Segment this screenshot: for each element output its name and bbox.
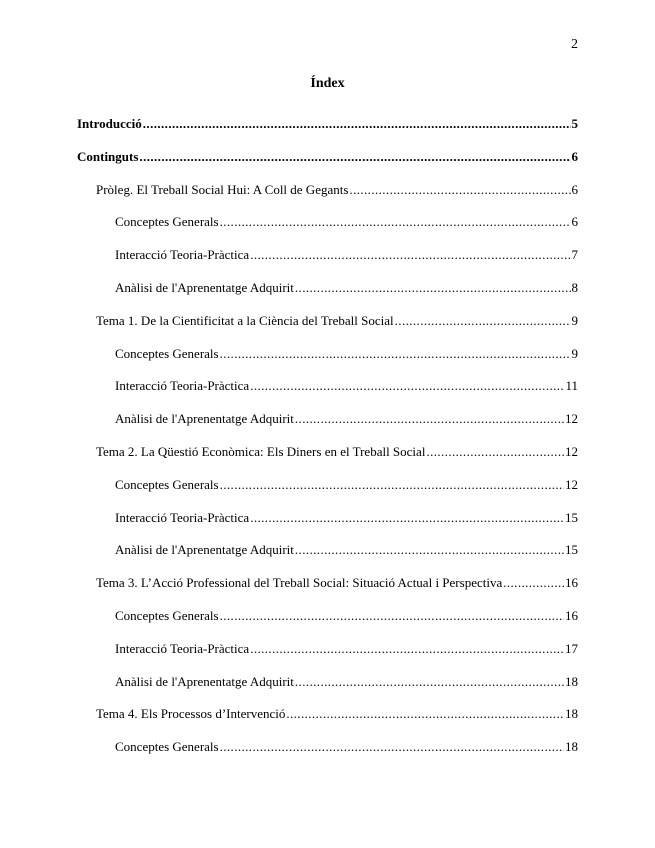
toc-entry[interactable] [77, 206, 578, 239]
page-title: Índex [310, 76, 345, 91]
toc-dot-leader [220, 600, 564, 633]
toc-dot-leader [395, 305, 571, 338]
toc-entry-page: 6 [571, 181, 578, 197]
toc-entry-label: Conceptes Generals [115, 345, 219, 361]
toc-entry[interactable] [77, 469, 578, 502]
toc-entry[interactable] [77, 403, 578, 436]
toc-entry[interactable] [77, 698, 578, 731]
toc-entry-page: 6 [571, 214, 578, 230]
toc-entry-page: 7 [571, 247, 578, 263]
toc-entry-label: Interacció Teoria-Pràctica [115, 378, 250, 394]
toc-dot-leader [220, 469, 564, 502]
toc-entry[interactable] [77, 174, 578, 207]
toc-entry-page: 8 [571, 279, 578, 295]
toc-entry-label: Conceptes Generals [115, 739, 219, 755]
toc-entry-label: Conceptes Generals [115, 607, 219, 623]
toc-entry-label: Introducció [77, 116, 142, 131]
toc-entry-page: 18 [565, 706, 578, 722]
toc-entry-page: 12 [565, 476, 578, 492]
toc-entry-label: Conceptes Generals [115, 476, 219, 492]
toc-dot-leader [250, 502, 564, 535]
toc-entry[interactable] [77, 338, 578, 371]
toc-entry[interactable] [77, 141, 578, 174]
page-number: 2 [571, 37, 578, 52]
toc-dot-leader [295, 403, 564, 436]
toc-dot-leader [426, 436, 564, 469]
toc-entry-page: 12 [565, 443, 578, 459]
toc-entry-label: Interacció Teoria-Pràctica [115, 509, 250, 525]
toc-dot-leader [286, 698, 564, 731]
toc-dot-leader [295, 272, 571, 305]
toc-entry-page: 18 [565, 673, 578, 689]
toc-dot-leader [503, 567, 564, 600]
toc-entry-page: 9 [571, 312, 578, 328]
toc-entry-label: Continguts [77, 148, 139, 164]
toc-entry[interactable] [77, 567, 578, 600]
toc-dot-leader [143, 108, 571, 141]
toc-entry[interactable] [77, 305, 578, 338]
toc-entry-page: 15 [565, 542, 578, 558]
toc-entry-label: Tema 1. De la Cientificitat a la Ciència del Treball Social [96, 312, 394, 328]
toc-dot-leader [295, 534, 564, 567]
toc-entry-page: 16 [565, 575, 578, 591]
toc-entry[interactable] [77, 239, 578, 272]
toc-dot-leader [250, 239, 570, 272]
toc-entry[interactable] [77, 370, 578, 403]
toc-entry-page: 17 [565, 640, 578, 656]
toc-entry-page: 16 [565, 607, 578, 623]
toc-entry-page: 6 [571, 148, 578, 164]
toc-entry-label: Tema 4. Els Processos d’Intervenció [96, 706, 286, 722]
toc-entry-page: 11 [565, 378, 578, 394]
toc-entry-label: Tema 3. L’Acció Professional del Treball Social: Situació Actual i Perspectiva [96, 575, 503, 591]
toc-dot-leader [250, 633, 564, 666]
table-of-contents [77, 108, 578, 764]
toc-entry-label: Interacció Teoria-Pràctica [115, 640, 250, 656]
toc-entry-label: Anàlisi de l'Aprenentatge Adquirit [115, 673, 294, 689]
toc-entry-label: Anàlisi de l'Aprenentatge Adquirit [115, 542, 294, 558]
toc-entry[interactable] [77, 436, 578, 469]
toc-entry[interactable] [77, 731, 578, 764]
toc-entry[interactable] [77, 272, 578, 305]
toc-entry[interactable] [77, 666, 578, 699]
toc-entry-page: 18 [565, 739, 578, 755]
toc-dot-leader [220, 731, 564, 764]
toc-dot-leader [250, 370, 564, 403]
toc-dot-leader [139, 141, 570, 174]
toc-entry-label: Pròleg. El Treball Social Hui: A Coll de Gegants [96, 181, 349, 197]
toc-entry-label: Anàlisi de l'Aprenentatge Adquirit [115, 411, 294, 427]
toc-entry-page: 12 [565, 411, 578, 427]
toc-entry-page: 15 [565, 509, 578, 525]
toc-entry-label: Interacció Teoria-Pràctica [115, 247, 250, 263]
toc-entry[interactable] [77, 534, 578, 567]
toc-dot-leader [295, 666, 564, 699]
toc-entry[interactable] [77, 502, 578, 535]
toc-entry-label: Tema 2. La Qüestió Econòmica: Els Diners en el Treball Social [96, 443, 426, 459]
toc-dot-leader [220, 206, 571, 239]
toc-dot-leader [220, 338, 571, 371]
toc-entry[interactable] [77, 108, 578, 141]
toc-entry-page: 5 [571, 116, 578, 131]
toc-entry-label: Conceptes Generals [115, 214, 219, 230]
toc-entry-page: 9 [571, 345, 578, 361]
toc-entry-label: Anàlisi de l'Aprenentatge Adquirit [115, 279, 294, 295]
toc-entry[interactable] [77, 600, 578, 633]
toc-entry[interactable] [77, 633, 578, 666]
toc-dot-leader [349, 174, 570, 207]
